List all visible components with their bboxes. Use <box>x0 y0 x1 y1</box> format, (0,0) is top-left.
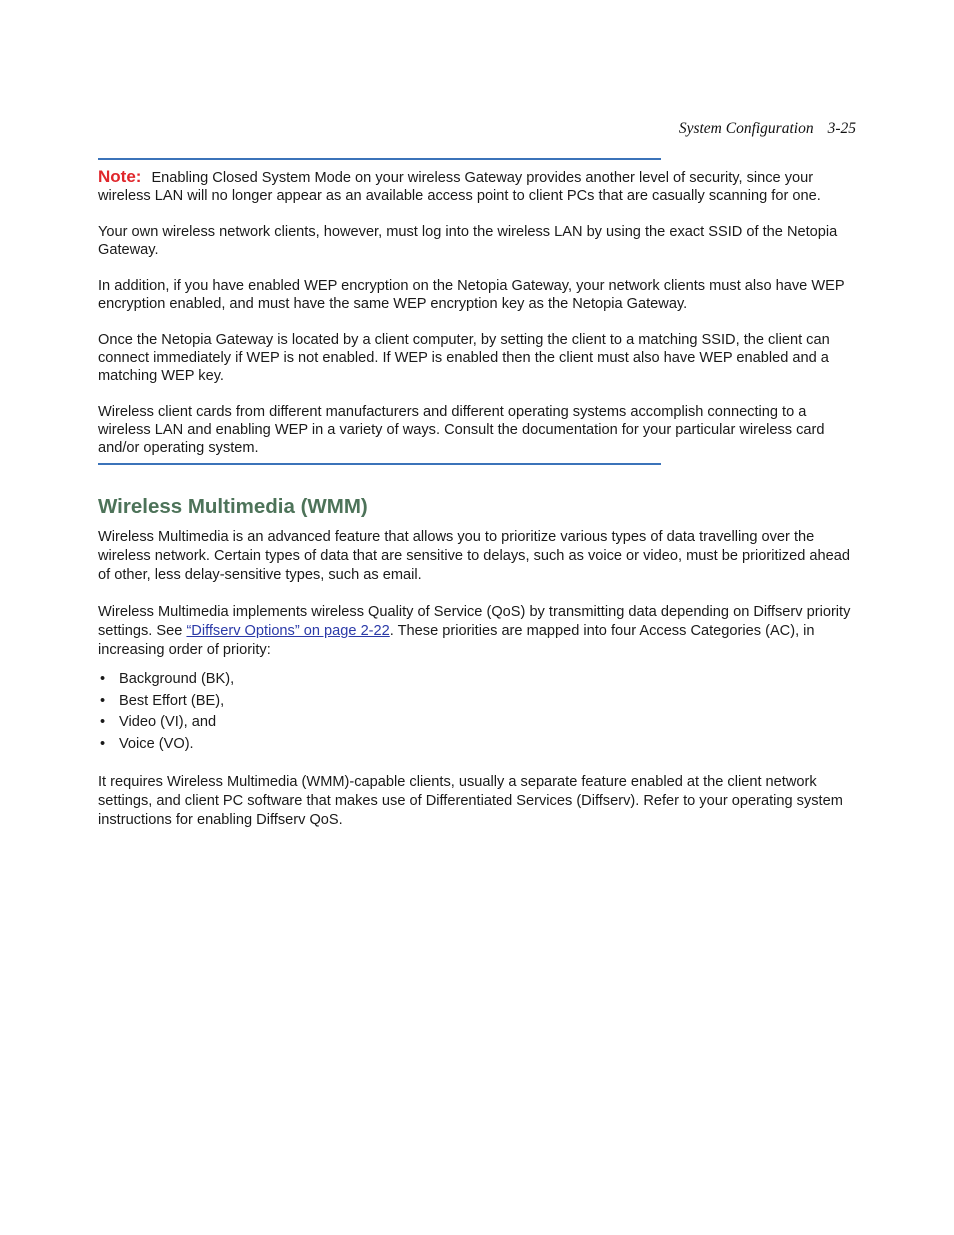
note-paragraph: In addition, if you have enabled WEP encryption on the Netopia Gateway, your network clients must also have WEP encryption enabled, and must have the same WEP encryption key as the Netopia Gateway. <box>98 278 845 312</box>
list-item-text: Voice (VO). <box>119 735 194 752</box>
list-item-text: Best Effort (BE), <box>119 692 225 709</box>
bullet-icon: • <box>100 714 106 731</box>
list-item-text: Video (VI), and <box>119 714 217 731</box>
note-paragraph: Wireless client cards from different manufacturers and different operating systems accomplish connecting to a wireless LAN and enabling WEP in a variety of ways. Consult the documentation for your particular wireless card and/or operating system. <box>98 404 825 456</box>
section-title: System Configuration <box>678 120 814 137</box>
page-number: 3-25 <box>827 120 856 137</box>
note-paragraph: Your own wireless network clients, however, must log into the wireless LAN by using the exact SSID of the Netopia Gateway. <box>98 224 838 258</box>
list-item <box>98 734 858 756</box>
qos-paragraph <box>98 603 858 660</box>
page-content <box>98 158 858 848</box>
bullet-icon: • <box>100 692 106 709</box>
note-bottom-rule <box>98 463 661 465</box>
qos-text-after: . These priorities are mapped into four Access Categories (AC), in increasing order of priority: <box>98 623 815 658</box>
diffserv-options-link[interactable]: “Diffserv Options” on page 2-22 <box>186 623 390 639</box>
wmm-section <box>98 495 858 830</box>
list-item <box>98 691 858 713</box>
list-item <box>98 712 858 734</box>
closing-paragraph: It requires Wireless Multimedia (WMM)-capable clients, usually a separate feature enabled at the client network settings, and client PC software that makes use of Differentiated Services (Diffserv). Refer to your operating system instructions for enabling Diffserv QoS. <box>98 774 843 829</box>
note-paragraph: Once the Netopia Gateway is located by a client computer, by setting the client to a matching SSID, the client can connect immediately if WEP is not enabled. If WEP is enabled then the client must also have WEP enabled and a matching WEP key. <box>98 332 830 384</box>
note-block <box>98 160 858 457</box>
bullet-icon: • <box>100 735 106 752</box>
list-item <box>98 669 858 691</box>
note-text: Enabling Closed System Mode on your wireless Gateway provides another level of security, since your wireless LAN will no longer appear as an available access point to client PCs that are casually scanning for one. <box>98 170 821 204</box>
access-categories-list <box>98 669 858 755</box>
qos-text-before: Wireless Multimedia implements wireless Quality of Service (QoS) by transmitting data depending on Diffserv priority settings. See <box>98 604 851 639</box>
section-heading: Wireless Multimedia (WMM) <box>98 495 368 518</box>
running-header <box>679 120 856 138</box>
bullet-icon: • <box>100 671 106 687</box>
list-item-text: Background (BK), <box>119 671 235 687</box>
intro-paragraph: Wireless Multimedia is an advanced feature that allows you to prioritize various types of data travelling over the wireless network. Certain types of data that are sensitive to delays, such as voice or video, must be prioritized ahead of other, less delay-sensitive types, such as email. <box>98 529 850 583</box>
note-label: Note: <box>98 167 142 186</box>
note-paragraph <box>98 168 858 205</box>
